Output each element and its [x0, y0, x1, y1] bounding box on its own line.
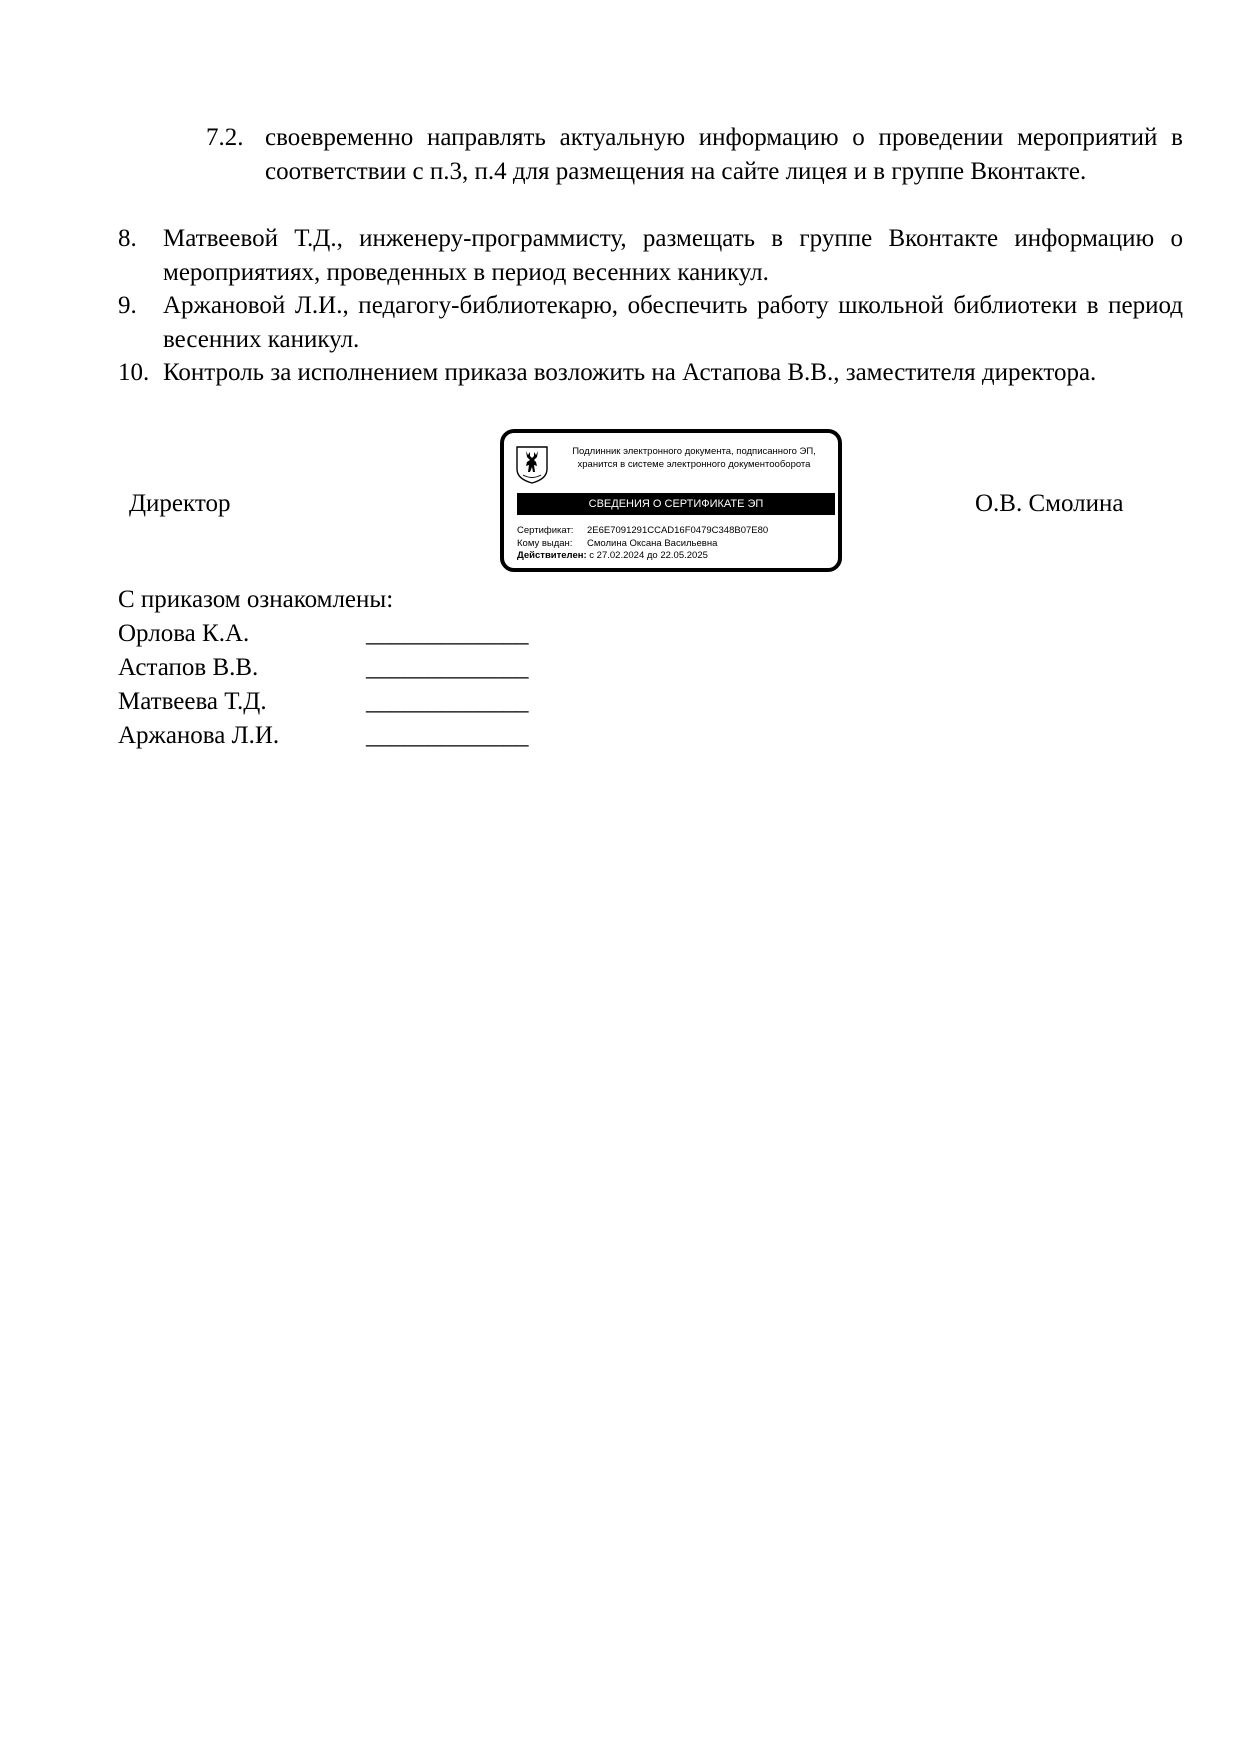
- signature-line: _____________: [366, 620, 529, 647]
- person-name: Матвеева Т.Д.: [118, 688, 267, 715]
- stamp-header-band: СВЕДЕНИЯ О СЕРТИФИКАТЕ ЭП: [517, 493, 835, 515]
- person-name: Астапов В.В.: [118, 654, 259, 681]
- coat-of-arms-icon: [515, 445, 549, 485]
- item-number: 10.: [118, 359, 150, 386]
- stamp-note-line: Подлинник электронного документа, подписанного ЭП,: [572, 446, 816, 457]
- signature-line: _____________: [366, 688, 529, 715]
- acknowledgement-heading: С приказом ознакомлены:: [118, 586, 394, 613]
- stamp-details: [517, 525, 837, 563]
- list-item-9: [118, 289, 1183, 357]
- person-name: Аржанова Л.И.: [118, 722, 280, 749]
- item-text: Контроль за исполнением приказа возложить на Астапова В.В., заместителя директора.: [163, 359, 1097, 386]
- stamp-note-line: хранится в системе электронного документооборота: [577, 459, 811, 470]
- owner-label: Кому выдан:: [517, 537, 573, 549]
- acknowledgement-row: [118, 617, 598, 651]
- signature-line: _____________: [366, 654, 529, 681]
- acknowledgement-row: [118, 685, 598, 719]
- list-item-10: [118, 356, 1183, 390]
- certificate-row: [517, 525, 837, 538]
- signature-line: _____________: [366, 722, 529, 749]
- owner-row: [517, 538, 837, 551]
- person-name: Орлова К.А.: [118, 620, 250, 647]
- stamp-note: [554, 445, 834, 471]
- list-item-7-2: [206, 121, 1183, 189]
- list-item-8: [118, 222, 1183, 290]
- item-number: 7.2.: [206, 124, 244, 151]
- certificate-value: 2E6E7091291CCAD16F0479C348B07E80: [587, 525, 769, 536]
- item-number: 9.: [118, 292, 137, 319]
- signatory-name: О.В. Смолина: [975, 490, 1124, 517]
- item-text: своевременно направлять актуальную информацию о проведении мероприятий в соответствии с п.3, п.4 для размещения на сайте лицея и в группе Вконтакте.: [265, 124, 1183, 185]
- validity-label: Действителен:: [517, 550, 587, 561]
- item-text: Аржановой Л.И., педагогу-библиотекарю, обеспечить работу школьной библиотеки в период весенних каникул.: [163, 292, 1183, 353]
- acknowledgement-row: [118, 651, 598, 685]
- certificate-label: Сертификат:: [517, 525, 574, 536]
- owner-value: Смолина Оксана Васильевна: [587, 537, 718, 549]
- item-text: Матвеевой Т.Д., инженеру-программисту, размещать в группе Вконтакте информацию о мероприятиях, проведенных в период весенних каникул.: [163, 225, 1183, 286]
- validity-value: с 27.02.2024 до 22.05.2025: [589, 550, 708, 561]
- acknowledgement-row: [118, 719, 598, 753]
- item-number: 8.: [118, 225, 137, 252]
- signatory-title: Директор: [129, 490, 231, 517]
- electronic-signature-stamp: [500, 429, 842, 572]
- validity-row: [517, 550, 837, 563]
